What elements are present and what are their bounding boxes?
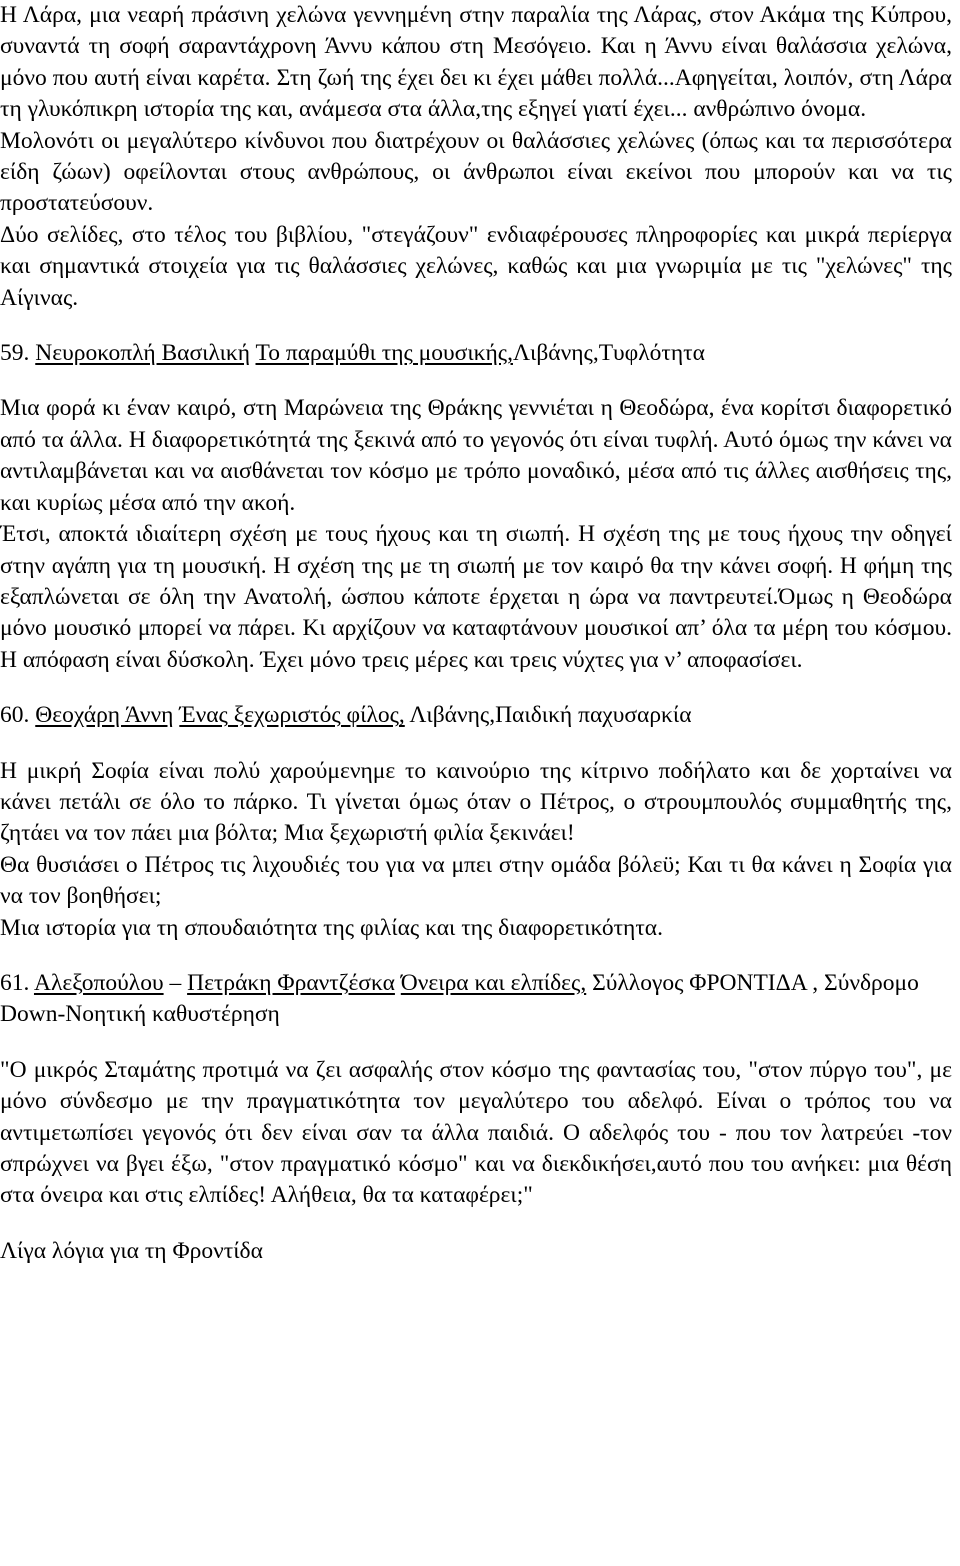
entry-60-paragraph-3: Μια ιστορία για τη σπουδαιότητα της φιλίας και της διαφορετικότητα. [0,914,663,941]
intro-paragraph-1: Η Λάρα, μια νεαρή πράσινη χελώνα γεννημένη στην παραλία της Λάρας, στον Ακάμα της Κύπρου, συναντά τη σοφή σαραντάχρονη Άννυ κάπου στη Μεσόγειο. Και η Άννυ είναι θαλάσσια χελώνα, μόνο που αυτή είναι καρέτα. Στη ζωή της έχει δει κι έχει μάθει πολλά...Αφηγείται, λοιπόν, στη Λάρα τη γλυκόπικρη ιστορία της και, ανάμεσα στα άλλα,της εξηγεί γιατί έχει... ανθρώπινο όνομα. [0,2,952,123]
entry-number: 59. [0,340,30,367]
entry-meta: Λιβάνης,Τυφλότητα [512,340,705,367]
entry-59-paragraph-1: Μια φορά κι έναν καιρό, στη Μαρώνεια της Θράκης γεννιέται η Θεοδώρα, ένα κορίτσι διαφορετικό από τα άλλα. Η διαφορετικότητά της ξεκινά από το γεγονός ότι είναι τυφλή. Αυτό όμως την κάνει να αντιλαμβάνεται και να αισθάνεται τον κόσμο με τρόπο μοναδικό, μέσα από τις άλλες αισθήσεις της, και κυρίως μέσα από την ακοή. [0,395,952,516]
entry-author: Αλεξοπούλου [33,969,164,996]
entry-60-paragraph-2: Θα θυσιάσει ο Πέτρος τις λιχουδιές του για να μπει στην ομάδα βόλεϋ; Και τι θα κάνει η Σοφία για να τον βοηθήσει; [0,851,952,910]
entry-59-heading [0,338,952,369]
entry-61-paragraph-1: "Ο μικρός Σταμάτης προτιμά να ζει ασφαλής στον κόσμο της φαντασίας του, "στον πύργο του", με μόνο σύνδεσμο με την πραγματικότητα τον μεγαλύτερο του αδελφό. Είναι ο τρόπος του να αντιμετωπίσει γεγονός ότι δεν είναι σαν τα άλλα παιδιά. Ο αδελφός του - που τον λατρεύει -τον σπρώχνει να βγει έξω, "στον πραγματικό κόσμο" και να διεκδικήσει,αυτό που του ανήκει: μια θέση στα όνειρα και στις ελπίδες! Αλήθεια, θα τα καταφέρει;" [0,1056,952,1209]
entry-dash: – [169,969,182,996]
entry-title: Το παραμύθι της μουσικής, [255,340,513,367]
entry-author: Θεοχάρη Άννη [35,702,174,729]
entry-number: 61. [0,969,30,996]
intro-paragraph-2: Μολονότι οι μεγαλύτερο κίνδυνοι που διατρέχουν οι θαλάσσιες χελώνες (όπως και τα περισσότερα είδη ζώων) οφείλονται στους ανθρώπους, οι άνθρωποι είναι εκείνοι που μπορούν και να τις προστατεύσουν. [0,127,952,217]
section-heading-frontida: Λίγα λόγια για τη Φροντίδα [0,1237,263,1264]
entry-60-paragraph-1: Η μικρή Σοφία είναι πολύ χαρούμενημε το καινούριο της κίτρινο ποδήλατο και δε χορταίνει να κάνει πετάλι σε όλο το πάρκο. Τι γίνεται όμως όταν ο Πέτρος, ο στρουμπουλός συμμαθητής της, ζητάει να τον πάει μια βόλτα; Μια ξεχωριστή φιλία ξεκινάει! [0,757,952,847]
entry-61-heading [0,968,952,1031]
entry-meta: Λιβάνης,Παιδική παχυσαρκία [409,702,692,729]
entry-59-paragraph-2: Έτσι, αποκτά ιδιαίτερη σχέση με τους ήχους και τη σιωπή. Η σχέση της με τους ήχους την οδηγεί στην αγάπη για τη μουσική. Η σχέση της με τη σιωπή με τον καιρό θα την κάνει σοφή. Η φήμη της εξαπλώνεται σε όλη την Ανατολή, ώσπου κάποτε έρχεται η ώρα να παντρευτεί.Όμως η Θεοδώρα μόνο μουσικό μπορεί να πάρει. Κι αρχίζουν να καταφτάνουν μουσικοί απ’ όλα τα μέρη του κόσμου. Η απόφαση είναι δύσκολη. Έχει μόνο τρεις μέρες και τρεις νύχτες για ν’ αποφασίσει. [0,521,952,673]
entry-title: Ένας ξεχωριστός φίλος, [179,702,405,729]
entry-meta: Σύλλογος ΦΡΟΝΤΙΔΑ , Σύνδρομο Down-Νοητική καθυστέρηση [0,969,919,1028]
intro-paragraph-3: Δύο σελίδες, στο τέλος του βιβλίου, "στεγάζουν" ενδιαφέρουσες πληροφορίες και μικρά περίεργα και σημαντικά στοιχεία για τις θαλάσσιες χελώνες, καθώς και μια γνωριμία με τις "χελώνες" της Αίγινας. [0,221,952,311]
entry-author-2: Πετράκη Φραντζέσκα [187,969,395,996]
entry-author: Νευροκοπλή Βασιλική [35,340,251,367]
entry-60-heading [0,700,952,731]
entry-number: 60. [0,702,30,729]
entry-title: Όνειρα και ελπίδες, [400,969,587,996]
